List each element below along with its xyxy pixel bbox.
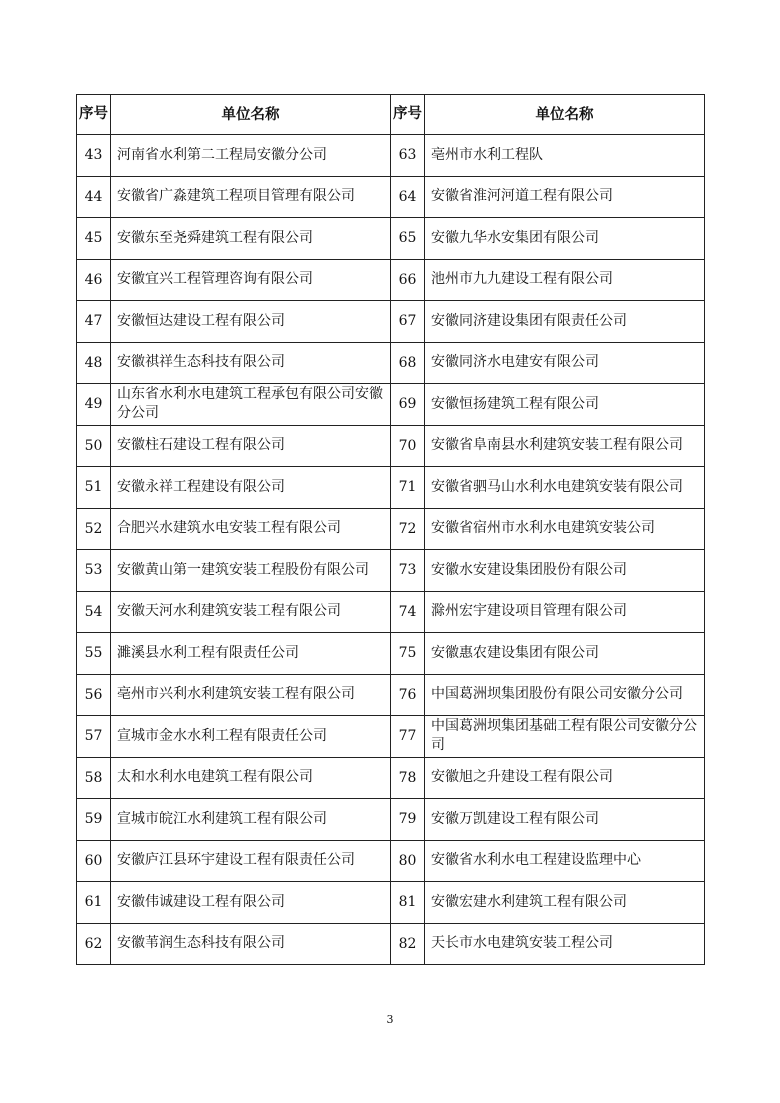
serial-number-left: 47 — [77, 301, 111, 343]
unit-name-left: 安徽黄山第一建筑安装工程股份有限公司 — [111, 550, 391, 592]
unit-name-left: 安徽伟诚建设工程有限公司 — [111, 882, 391, 924]
unit-name-right: 安徽九华水安集团有限公司 — [425, 218, 705, 260]
unit-name-right: 安徽省水利水电工程建设监理中心 — [425, 840, 705, 882]
serial-number-left: 43 — [77, 135, 111, 177]
serial-number-right: 63 — [391, 135, 425, 177]
table-row — [77, 467, 705, 509]
serial-number-left: 56 — [77, 674, 111, 716]
serial-number-right: 75 — [391, 633, 425, 675]
serial-number-right: 78 — [391, 757, 425, 799]
serial-number-right: 66 — [391, 259, 425, 301]
unit-name-right: 滁州宏宇建设项目管理有限公司 — [425, 591, 705, 633]
serial-number-right: 76 — [391, 674, 425, 716]
table-row — [77, 799, 705, 841]
table-row — [77, 301, 705, 343]
serial-number-right: 65 — [391, 218, 425, 260]
header-serial-number-right: 序号 — [391, 95, 425, 135]
unit-name-right: 安徽旭之升建设工程有限公司 — [425, 757, 705, 799]
unit-name-right: 亳州市水利工程队 — [425, 135, 705, 177]
table-row — [77, 259, 705, 301]
unit-name-right: 安徽恒扬建筑工程有限公司 — [425, 384, 705, 426]
table-row — [77, 218, 705, 260]
serial-number-right: 67 — [391, 301, 425, 343]
header-unit-name-right: 单位名称 — [425, 95, 705, 135]
header-unit-name-left: 单位名称 — [111, 95, 391, 135]
table-row — [77, 716, 705, 758]
table-row — [77, 840, 705, 882]
unit-name-left: 太和水利水电建筑工程有限公司 — [111, 757, 391, 799]
table-row — [77, 674, 705, 716]
serial-number-left: 44 — [77, 176, 111, 218]
table-row — [77, 342, 705, 384]
table-row — [77, 508, 705, 550]
header-serial-number-left: 序号 — [77, 95, 111, 135]
unit-name-right: 天长市水电建筑安装工程公司 — [425, 923, 705, 965]
serial-number-left: 49 — [77, 384, 111, 426]
table-row — [77, 425, 705, 467]
serial-number-left: 55 — [77, 633, 111, 675]
serial-number-right: 74 — [391, 591, 425, 633]
unit-name-left: 亳州市兴利水利建筑安装工程有限公司 — [111, 674, 391, 716]
table-row — [77, 384, 705, 426]
serial-number-right: 68 — [391, 342, 425, 384]
serial-number-left: 62 — [77, 923, 111, 965]
table-row — [77, 633, 705, 675]
unit-name-right: 安徽水安建设集团股份有限公司 — [425, 550, 705, 592]
serial-number-left: 61 — [77, 882, 111, 924]
serial-number-right: 72 — [391, 508, 425, 550]
unit-name-left: 安徽宜兴工程管理咨询有限公司 — [111, 259, 391, 301]
unit-name-left: 安徽东至尧舜建筑工程有限公司 — [111, 218, 391, 260]
unit-name-left: 宣城市金水水利工程有限责任公司 — [111, 716, 391, 758]
unit-name-right: 安徽惠农建设集团有限公司 — [425, 633, 705, 675]
serial-number-right: 77 — [391, 716, 425, 758]
unit-name-left: 安徽柱石建设工程有限公司 — [111, 425, 391, 467]
unit-name-right: 安徽同济水电建安有限公司 — [425, 342, 705, 384]
serial-number-right: 70 — [391, 425, 425, 467]
unit-name-left: 安徽祺祥生态科技有限公司 — [111, 342, 391, 384]
serial-number-left: 45 — [77, 218, 111, 260]
unit-name-right: 池州市九九建设工程有限公司 — [425, 259, 705, 301]
serial-number-left: 52 — [77, 508, 111, 550]
serial-number-left: 46 — [77, 259, 111, 301]
serial-number-right: 81 — [391, 882, 425, 924]
unit-name-left: 安徽庐江县环宇建设工程有限责任公司 — [111, 840, 391, 882]
table-row — [77, 550, 705, 592]
page-number: 3 — [386, 1013, 394, 1026]
unit-name-left: 宣城市皖江水利建筑工程有限公司 — [111, 799, 391, 841]
serial-number-right: 82 — [391, 923, 425, 965]
unit-name-right: 安徽省淮河河道工程有限公司 — [425, 176, 705, 218]
serial-number-left: 57 — [77, 716, 111, 758]
unit-name-left: 河南省水利第二工程局安徽分公司 — [111, 135, 391, 177]
serial-number-right: 73 — [391, 550, 425, 592]
serial-number-right: 69 — [391, 384, 425, 426]
serial-number-left: 54 — [77, 591, 111, 633]
unit-name-right: 安徽省阜南县水利建筑安装工程有限公司 — [425, 425, 705, 467]
unit-name-left: 安徽苇润生态科技有限公司 — [111, 923, 391, 965]
unit-name-right: 安徽宏建水利建筑工程有限公司 — [425, 882, 705, 924]
serial-number-right: 64 — [391, 176, 425, 218]
unit-name-right: 安徽省驷马山水利水电建筑安装有限公司 — [425, 467, 705, 509]
table-row — [77, 923, 705, 965]
table-row — [77, 882, 705, 924]
unit-name-left: 安徽恒达建设工程有限公司 — [111, 301, 391, 343]
serial-number-left: 48 — [77, 342, 111, 384]
serial-number-right: 79 — [391, 799, 425, 841]
unit-name-left: 濉溪县水利工程有限责任公司 — [111, 633, 391, 675]
table-row — [77, 176, 705, 218]
serial-number-left: 58 — [77, 757, 111, 799]
table-row — [77, 757, 705, 799]
serial-number-left: 50 — [77, 425, 111, 467]
serial-number-right: 80 — [391, 840, 425, 882]
unit-name-left: 安徽永祥工程建设有限公司 — [111, 467, 391, 509]
serial-number-left: 51 — [77, 467, 111, 509]
unit-name-right: 安徽同济建设集团有限责任公司 — [425, 301, 705, 343]
serial-number-left: 53 — [77, 550, 111, 592]
unit-name-right: 中国葛洲坝集团基础工程有限公司安徽分公司 — [425, 716, 705, 758]
unit-name-right: 安徽省宿州市水利水电建筑安装公司 — [425, 508, 705, 550]
unit-name-left: 安徽省广淼建筑工程项目管理有限公司 — [111, 176, 391, 218]
serial-number-right: 71 — [391, 467, 425, 509]
unit-name-left: 山东省水利水电建筑工程承包有限公司安徽分公司 — [111, 384, 391, 426]
table-row — [77, 591, 705, 633]
unit-name-right: 中国葛洲坝集团股份有限公司安徽分公司 — [425, 674, 705, 716]
unit-list-table — [76, 94, 705, 965]
serial-number-left: 60 — [77, 840, 111, 882]
unit-name-left: 安徽天河水利建筑安装工程有限公司 — [111, 591, 391, 633]
table-header-row — [77, 95, 705, 135]
unit-name-left: 合肥兴水建筑水电安装工程有限公司 — [111, 508, 391, 550]
table-row — [77, 135, 705, 177]
unit-name-right: 安徽万凯建设工程有限公司 — [425, 799, 705, 841]
serial-number-left: 59 — [77, 799, 111, 841]
